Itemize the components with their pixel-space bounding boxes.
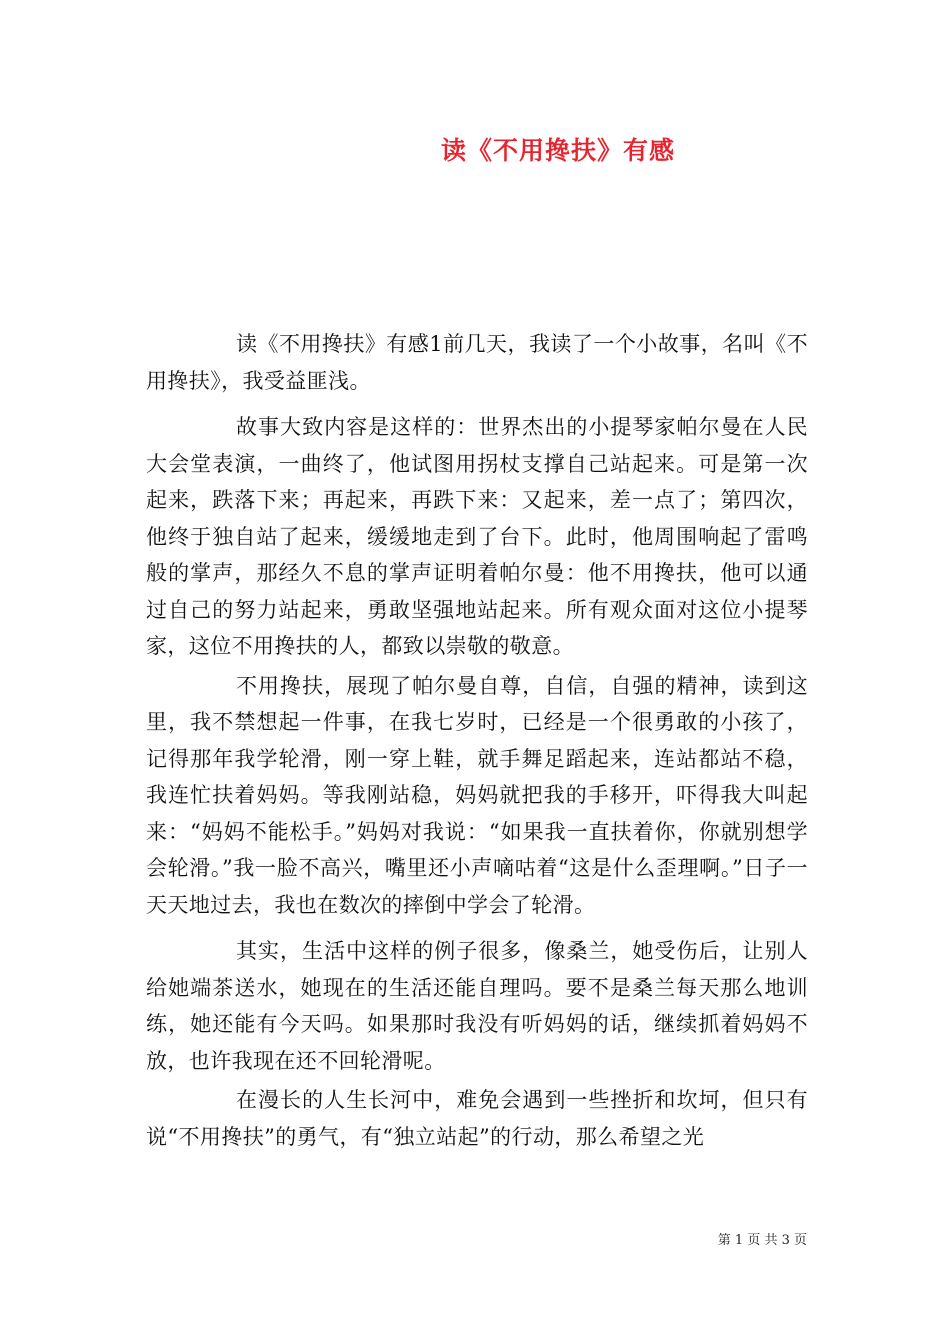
paragraph-4: 其实，生活中这样的例子很多，像桑兰，她受伤后，让别人给她端茶送水，她现在的生活还能自理吗。要不是桑兰每天那么地训练，她还能有今天吗。如果那时我没有听妈妈的话，继续抓着妈妈不放，也许我现在还不回轮滑呢。 [146, 939, 808, 1073]
document-title: 读《不用搀扶》有感 [440, 136, 675, 165]
paragraph-3: 不用搀扶，展现了帕尔曼自尊，自信，自强的精神，读到这里，我不禁想起一件事，在我七岁时，已经是一个很勇敢的小孩了，记得那年我学轮滑，刚一穿上鞋，就手舞足蹈起来，连站都站不稳，我连忙扶着妈妈。等我刚站稳，妈妈就把我的手移开，吓得我大叫起来：“妈妈不能松手。”妈妈对我说：“如果我一直扶着你，你就别想学会轮滑。”我一脸不高兴，嘴里还小声嘀咕着“这是什么歪理啊。”日子一天天地过去，我也在数次的摔倒中学会了轮滑。 [146, 673, 808, 917]
page-number-footer: 第 1 页 共 3 页 [717, 1233, 807, 1248]
paragraph-2: 故事大致内容是这样的：世界杰出的小提琴家帕尔曼在人民大会堂表演，一曲终了，他试图用拐杖支撑自己站起来。可是第一次起来，跌落下来；再起来，再跌下来：又起来，差一点了；第四次，他终于独自站了起来，缓缓地走到了台下。此时，他周围响起了雷鸣般的掌声，那经久不息的掌声证明着帕尔曼：他不用搀扶，他可以通过自己的努力站起来，勇敢坚强地站起来。所有观众面对这位小提琴家，这位不用搀扶的人，都致以崇敬的敬意。 [146, 415, 808, 658]
paragraph-1: 读《不用搀扶》有感1前几天，我读了一个小故事，名叫《不用搀扶》，我受益匪浅。 [146, 332, 808, 393]
paragraph-5: 在漫长的人生长河中，难免会遇到一些挫折和坎坷，但只有说“不用搀扶”的勇气，有“独立站起”的行动，那么希望之光 [146, 1088, 808, 1149]
document-body [146, 326, 808, 1155]
